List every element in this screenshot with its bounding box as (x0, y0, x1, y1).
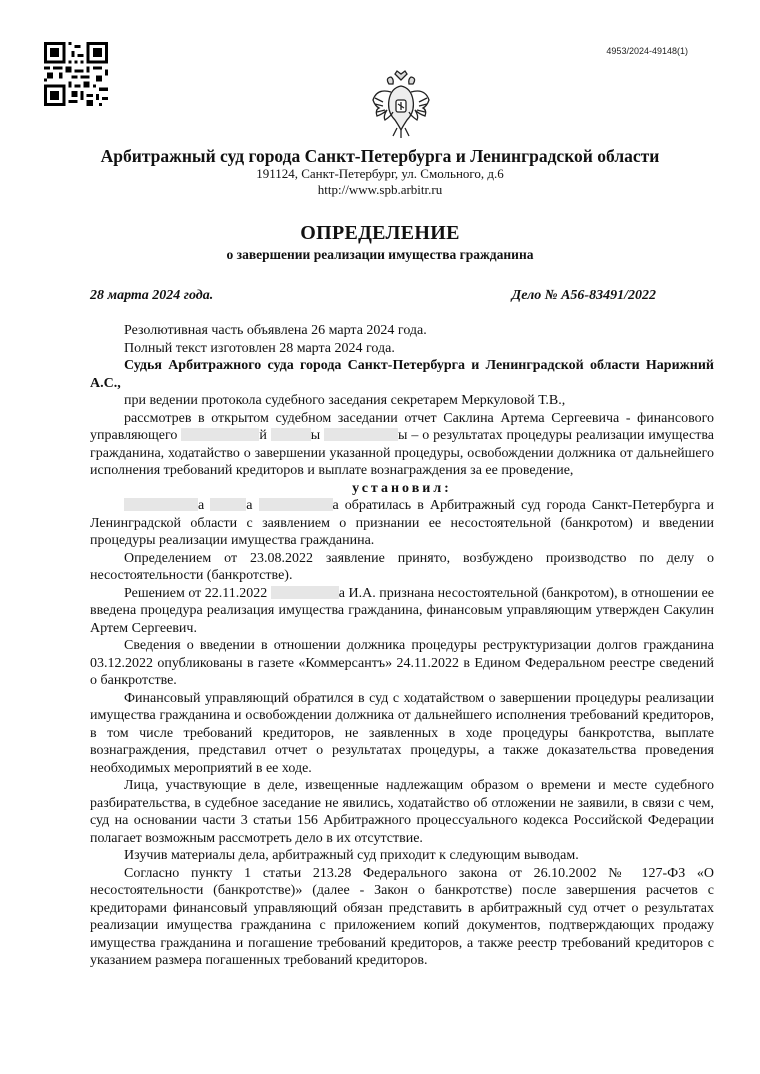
paragraph: Резолютивная часть объявлена 26 марта 2024 года. (124, 323, 427, 338)
document-title: ОПРЕДЕЛЕНИЕ (300, 222, 460, 244)
qr-code-icon (44, 42, 108, 106)
decision-date: 28 марта 2024 года. (90, 288, 214, 303)
text-run: а обратилась в Арбитражный суд города Санкт-Петербурга и Ленинградской области с заявлением о признании ее несостоятельной (банкротом) и введении процедуры реализации имущества гражданина. (90, 498, 715, 548)
document-subtitle: о завершении реализации имущества гражданина (226, 247, 534, 262)
court-website: http://www.spb.arbitr.ru (317, 182, 443, 197)
court-address: 191124, Санкт-Петербург, ул. Смольного, д.6 (256, 166, 504, 181)
text-run: рассмотрев в открытом судебном заседании отчет Саклина Артема Сергеевича - финансового управляющего (90, 410, 714, 443)
document-number: 4953/2024-49148(1) (606, 46, 688, 56)
text-run: ы – о результатах процедуры реализации имущества гражданина, ходатайство о завершении указанной процедуры, освобождении должника от дальнейшего исполнения требований кредиторов и выплате вознаграждения за ее проведение, (90, 428, 714, 478)
text-run: Решением от 22.11.2022 (124, 585, 268, 601)
redacted-block (259, 498, 333, 511)
paragraph (90, 410, 714, 480)
judge-paragraph: Судья Арбитражного суда города Санкт-Петербурга и Ленинградской области Нарижний А.С., (90, 358, 714, 391)
paragraph: Финансовый управляющий обратился в суд с ходатайством о завершении процедуры реализации имущества гражданина и освобождении должника от дальнейшего исполнения требований кредиторов, в том числе требований кредиторов, не заявленных в ходе процедуры банкротства, выплате вознаграждения, представил отчет о результатах процедуры, а также доказательства проведения необходимых мероприятий в ее ходе. (90, 690, 714, 776)
text-run: а (246, 498, 253, 513)
paragraph: Полный текст изготовлен 28 марта 2024 года. (124, 340, 395, 356)
redacted-block (124, 498, 198, 511)
paragraph: Согласно пункту 1 статьи 213.28 Федерального закона от 26.10.2002 № 127-ФЗ «О несостоятельности (банкротстве)» (далее - Закон о банкротстве) после завершения расчетов с кредиторами финансовый управляющий обязан представить в арбитражный суд отчет о результатах реализации имущества гражданина с приложением копий документов, подтверждающих продажу имущества гражданина и погашение требований кредиторов, а также реестр требований кредиторов с указанием размера погашенных требований кредиторов. (90, 865, 714, 968)
redacted-block (181, 428, 259, 441)
court-name: Арбитражный суд города Санкт-Петербурга и Ленинградской области (100, 146, 660, 166)
redacted-block (271, 586, 339, 599)
paragraph: Лица, участвующие в деле, извещенные надлежащим образом о времени и месте судебного разбирательства, в судебное заседание не явились, ходатайство об отложении не заявили, в связи с чем, суд на основании части 3 статьи 156 Арбитражного процессуального кодекса Российской Федерации полагает возможным рассмотреть дело в их отсутствие. (90, 778, 714, 846)
paragraph: при ведении протокола судебного заседания секретарем Меркуловой Т.В., (124, 393, 566, 408)
paragraph (90, 585, 714, 638)
text-run: а (198, 498, 205, 513)
text-run: й (259, 428, 267, 443)
redacted-block (210, 498, 246, 511)
paragraph: Сведения о введении в отношении должника процедуры реструктуризации долгов гражданина 03.12.2022 опубликованы в газете «Коммерсантъ» 24.11.2022 в Едином Федеральном реестре сведений о банкротстве. (90, 638, 714, 688)
document-body (90, 322, 714, 970)
coat-of-arms-icon (369, 70, 433, 140)
section-heading: установил: (352, 480, 452, 496)
case-number: Дело № А56-83491/2022 (511, 288, 656, 303)
paragraph: Изучив материалы дела, арбитражный суд приходит к следующим выводам. (124, 848, 579, 863)
text-run: а И.А. признана несостоятельной (банкротом), в отношении ее введена процедура реализация имущества гражданина, финансовым управляющим утвержден Сакулин Артем Сергеевич. (90, 585, 714, 636)
redacted-block (324, 428, 398, 441)
paragraph (90, 497, 714, 550)
paragraph: Определением от 23.08.2022 заявление принято, возбуждено производство по делу о несостоятельности (банкротстве). (90, 550, 714, 583)
text-run: ы (310, 428, 321, 443)
redacted-block (271, 428, 311, 441)
